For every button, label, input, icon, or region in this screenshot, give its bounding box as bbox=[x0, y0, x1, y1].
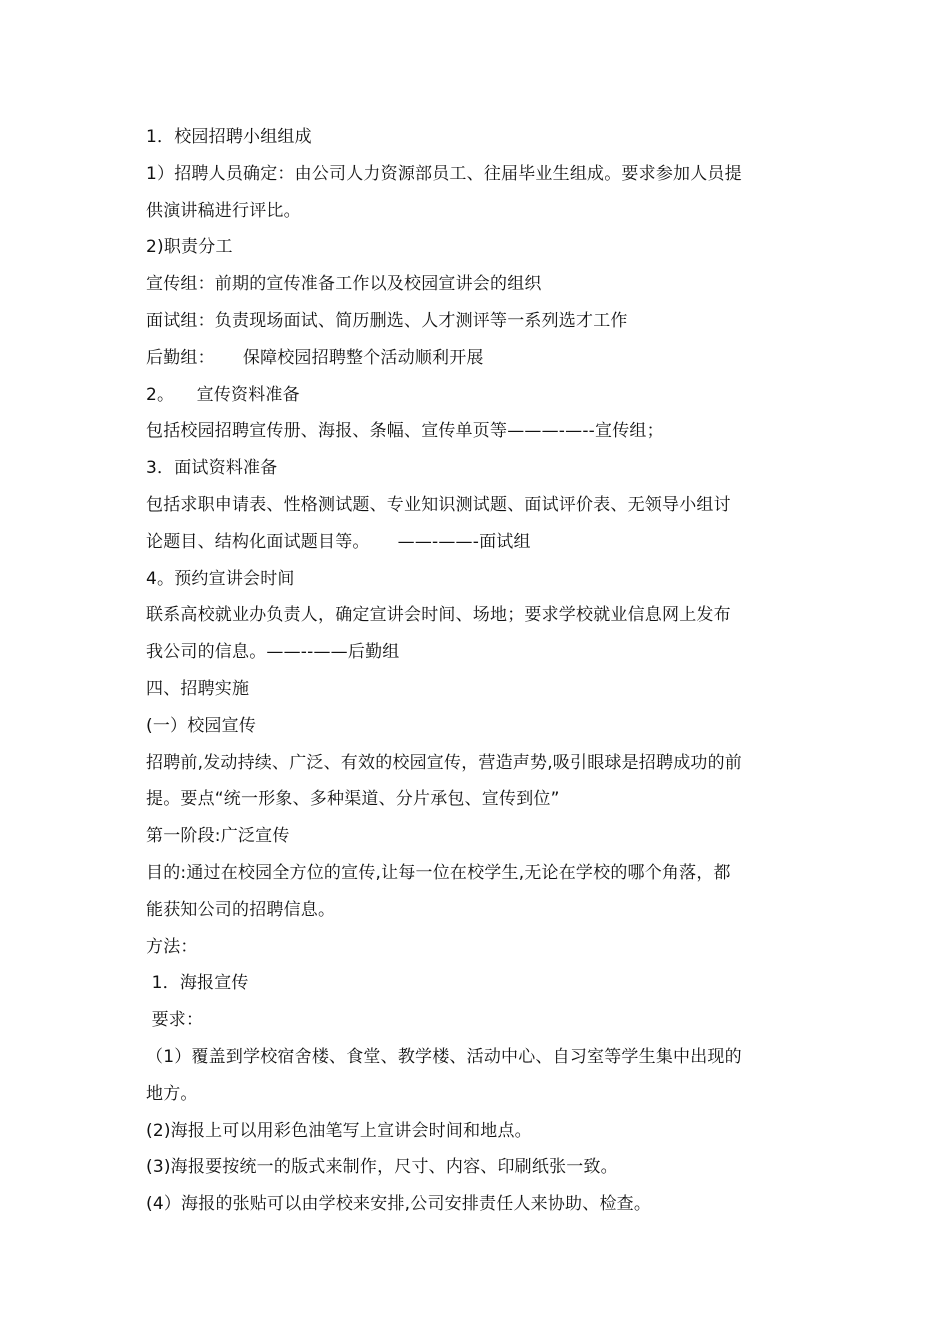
poster-heading: 1．海报宣传 bbox=[146, 973, 249, 994]
paragraph-line: 提。要点“统一形象、多种渠道、分片承包、宣传到位” bbox=[146, 789, 560, 810]
requirements-label: 要求： bbox=[146, 1010, 204, 1031]
paragraph-line: 包括校园招聘宣传册、海报、条幅、宣传单页等———-—--宣传组； bbox=[146, 421, 664, 442]
list-item: (3)海报要按统一的版式来制作，尺寸、内容、印刷纸张一致。 bbox=[146, 1157, 618, 1178]
document-body bbox=[146, 119, 810, 1223]
list-item: （1）覆盖到学校宿舍楼、食堂、教学楼、活动中心、自习室等学生集中出现的 bbox=[146, 1046, 742, 1067]
heading-interview-materials: 3．面试资料准备 bbox=[146, 458, 278, 479]
paragraph-line: 后勤组： 保障校园招聘整个活动顺利开展 bbox=[146, 347, 484, 368]
heading-promo-materials: 2。 宣传资料准备 bbox=[146, 384, 300, 405]
stage-heading: 第一阶段:广泛宣传 bbox=[146, 826, 290, 847]
heading-duties: 2)职责分工 bbox=[146, 237, 233, 258]
subsection-heading: (一）校园宣传 bbox=[146, 715, 257, 736]
heading-schedule: 4。预约宣讲会时间 bbox=[146, 568, 295, 589]
paragraph-line: 能获知公司的招聘信息。 bbox=[146, 899, 336, 920]
paragraph-line: 面试组：负责现场面试、简历删选、人才测评等一系列选才工作 bbox=[146, 310, 628, 331]
paragraph-line: 宣传组：前期的宣传准备工作以及校园宣讲会的组织 bbox=[146, 274, 542, 295]
paragraph-line: 招聘前,发动持续、广泛、有效的校园宣传，营造声势,吸引眼球是招聘成功的前 bbox=[146, 752, 743, 773]
section-heading: 四、招聘实施 bbox=[146, 678, 250, 699]
list-item: (2)海报上可以用彩色油笔写上宣讲会时间和地点。 bbox=[146, 1120, 532, 1141]
paragraph-line: 供演讲稿进行评比。 bbox=[146, 200, 301, 221]
paragraph-line: 联系高校就业办负责人，确定宣讲会时间、场地；要求学校就业信息网上发布 bbox=[146, 605, 731, 626]
paragraph-line: 地方。 bbox=[146, 1083, 198, 1104]
paragraph-line: 我公司的信息。——--——后勤组 bbox=[146, 642, 400, 663]
heading-recruit-team: 1．校园招聘小组组成 bbox=[146, 127, 312, 147]
paragraph-line: 1）招聘人员确定：由公司人力资源部员工、往届毕业生组成。要求参加人员提 bbox=[146, 163, 742, 184]
paragraph-line: 包括求职申请表、性格测试题、专业知识测试题、面试评价表、无领导小组讨 bbox=[146, 494, 731, 515]
paragraph-line: 目的:通过在校园全方位的宣传,让每一位在校学生,无论在学校的哪个角落，都 bbox=[146, 862, 731, 883]
method-label: 方法： bbox=[146, 936, 198, 957]
paragraph-line: 论题目、结构化面试题目等。 ——-——-面试组 bbox=[146, 531, 531, 552]
list-item: (4）海报的张贴可以由学校来安排,公司安排责任人来协助、检查。 bbox=[146, 1194, 652, 1215]
